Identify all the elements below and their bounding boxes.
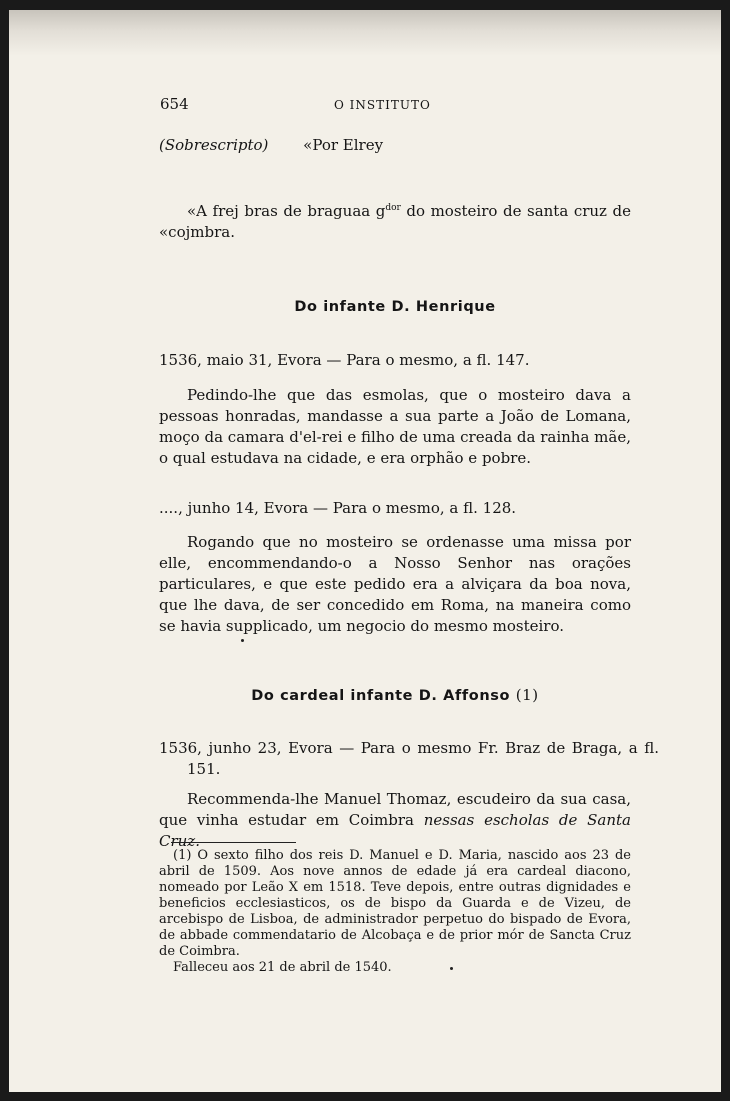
address-paragraph xyxy=(159,198,631,243)
print-speck xyxy=(450,967,453,970)
letter1-body: Pedindo-lhe que das esmolas, que o mosteiro dava a pessoas honradas, mandasse a sua parte a João de Lomana, moço da camara d'el-rei e filho de uma creada da rainha mãe, o qual estudava na cidade, e era orphão e pobre. xyxy=(159,386,631,467)
footnote-rule xyxy=(171,842,296,843)
letter2-body: Rogando que no mosteiro se ordenasse uma missa por elle, encommendando-o a Nosso Senhor nas orações particulares, e que este pedido era a alviçara da boa nova, que lhe dava, de ser concedido em Roma, na maneira como se havia supplicado, um negocio do mesmo mosteiro. xyxy=(159,533,631,635)
section-heading-henrique: Do infante D. Henrique xyxy=(294,299,496,315)
address-superscript: dor xyxy=(385,203,401,213)
book-page xyxy=(9,10,721,1092)
superscription-line xyxy=(159,135,383,156)
footnote xyxy=(159,848,631,976)
letter3-reference: 1536, junho 23, Evora — Para o mesmo Fr. Braz de Braga, a fl. 151. xyxy=(159,739,659,778)
footnote-text: (1) O sexto filho dos reis D. Manuel e D. Maria, nascido aos 23 de abril de 1509. Aos nove annos de edade já era cardeal diacono, nomeado por Leão X em 1518. Teve depois, entre outras dignidades e beneficios ecclesiasticos, os de bispo da Guarda e de Vizeu, de arcebispo de Lisboa, de administrador perpetuo do bispado de Evora, de abbade commendatario de Alcobaça e de prior mór de Sancta Cruz de Coimbra. xyxy=(159,848,631,959)
letter3-body-text: Recommenda-lhe Manuel Thomaz, escudeiro da sua casa, que vinha estudar em Coimbra xyxy=(159,790,631,829)
superscription-label: (Sobrescripto) xyxy=(159,136,269,154)
superscription-text: «Por Elrey xyxy=(303,136,384,154)
page-number: 654 xyxy=(160,95,189,113)
footnote-death: Falleceu aos 21 de abril de 1540. xyxy=(173,960,392,975)
letter1-reference: 1536, maio 31, Evora — Para o mesmo, a fl. 147. xyxy=(159,351,530,369)
address-text: «A frej bras de braguaa g xyxy=(187,202,386,220)
letter2-reference: ...., junho 14, Evora — Para o mesmo, a fl. 128. xyxy=(159,499,517,517)
section-heading-affonso xyxy=(159,685,631,707)
address-rest: do mosteiro de santa cruz de «cojmbra. xyxy=(159,202,631,241)
section-heading-affonso-text: Do cardeal infante D. Affonso xyxy=(251,688,511,704)
footnote-reference: (1) xyxy=(515,686,539,704)
letter3-body-italic: nessas escholas de Santa Cruz. xyxy=(159,811,632,850)
running-title: O INSTITUTO xyxy=(334,98,431,112)
print-speck xyxy=(241,639,244,642)
